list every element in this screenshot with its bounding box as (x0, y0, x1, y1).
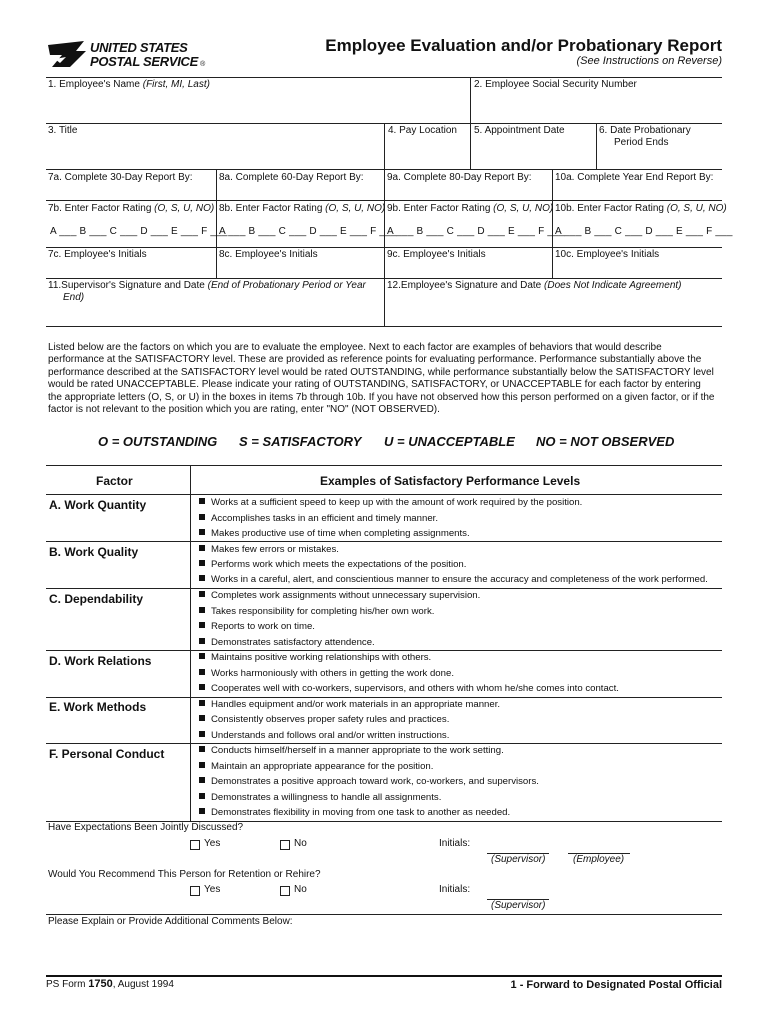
bullet-icon (199, 653, 205, 659)
list-item: Demonstrates a positive approach toward work, co-workers, and supervisors. (199, 776, 539, 788)
factor-work-methods: E. Work Methods (49, 700, 147, 714)
list-item: Makes productive use of time when completing assignments. (199, 528, 470, 540)
retention-yes-checkbox[interactable] (190, 886, 200, 896)
ssn-field[interactable]: 2. Employee Social Security Number (474, 79, 637, 90)
list-item: Takes responsibility for completing his/her own work. (199, 606, 434, 618)
list-item: Works in a careful, alert, and conscientious manner to ensure the accuracy and completeness of the work performed. (199, 574, 708, 586)
initials-9c-field[interactable]: 9c. Employee's Initials (387, 249, 486, 260)
rating-9b-input[interactable]: A ___ B ___ C ___ D ___ E ___ F ___ (387, 226, 565, 237)
instruction-line: performance at the SATISFACTORY level. These are provided as reference points for evaluating performance. Performance substantially above the (48, 354, 702, 366)
instruction-line: the appropriate letters (O, S, or U) in the boxes in items 7b through 10b. If you have not observed how this person performed on a given factor, or if the (48, 391, 715, 403)
examples-column-header: Examples of Satisfactory Performance Levels (320, 474, 581, 488)
agency-line-1: UNITED STATES (90, 40, 188, 55)
list-item: Consistently observes proper safety rules and practices. (199, 714, 449, 726)
rating-10b-label: 10b. Enter Factor Rating (O, S, U, NO) (555, 203, 727, 214)
factor-work-relations: D. Work Relations (49, 654, 152, 668)
list-item: Cooperates well with co-workers, supervisors, and others with whom he/she comes into contact. (199, 683, 619, 695)
form-subtitle: (See Instructions on Reverse) (576, 55, 722, 67)
rating-8b-label: 8b. Enter Factor Rating (O, S, U, NO) (219, 203, 386, 214)
bullet-icon (199, 575, 205, 581)
question-retention: Would You Recommend This Person for Retention or Rehire? (48, 869, 321, 880)
rating-10b-input[interactable]: A ___ B ___ C ___ D ___ E ___ F ___ (555, 226, 733, 237)
instructions-paragraph (48, 342, 722, 416)
legend-unacceptable: U = UNACCEPTABLE (384, 434, 515, 449)
list-item: Maintains positive working relationships with others. (199, 652, 431, 664)
factor-column-header: Factor (96, 474, 133, 488)
bullet-icon (199, 746, 205, 752)
bullet-icon (199, 560, 205, 566)
instruction-line: factor is not relevant to the position which you are rating, enter "NO" (NOT OBSERVED). (48, 404, 440, 416)
bullet-icon (199, 669, 205, 675)
pay-location-field[interactable]: 4. Pay Location (388, 125, 457, 136)
initials-7c-field[interactable]: 7c. Employee's Initials (48, 249, 147, 260)
employee-name-field[interactable]: 1. Employee's Name (First, MI, Last) (48, 79, 210, 90)
bullet-icon (199, 762, 205, 768)
bullet-icon (199, 529, 205, 535)
bullet-icon (199, 684, 205, 690)
factor-dependability: C. Dependability (49, 592, 144, 606)
rating-7b-input[interactable]: A ___ B ___ C ___ D ___ E ___ F ___ (50, 226, 228, 237)
instruction-line: would be rated UNACCEPTABLE. Please indicate your rating of OUTSTANDING, SATISFACTORY, or UNACCEPTABLE for each factor by entering (48, 379, 701, 391)
initials-label: Initials: (439, 884, 471, 895)
supervisor-signature-field[interactable]: 11.Supervisor's Signature and Date (End of Probationary Period or Year End) (48, 280, 366, 303)
list-item: Maintain an appropriate appearance for the position. (199, 761, 433, 773)
list-item: Accomplishes tasks in an efficient and timely manner. (199, 513, 438, 525)
eagle-icon (46, 41, 88, 69)
form-number: PS Form 1750, August 1994 (46, 978, 174, 990)
factor-personal-conduct: F. Personal Conduct (49, 747, 165, 761)
list-item: Understands and follows oral and/or written instructions. (199, 730, 449, 742)
bullet-icon (199, 793, 205, 799)
bullet-icon (199, 607, 205, 613)
rating-9b-label: 9b. Enter Factor Rating (O, S, U, NO) (387, 203, 554, 214)
bullet-icon (199, 591, 205, 597)
expectations-no-checkbox[interactable] (280, 840, 290, 850)
initials-8c-field[interactable]: 8c. Employee's Initials (219, 249, 318, 260)
comments-label: Please Explain or Provide Additional Comments Below: (48, 916, 293, 927)
list-item: Works at a sufficient speed to keep up with the amount of work required by the position. (199, 497, 582, 509)
form-title: Employee Evaluation and/or Probationary Report (325, 36, 722, 55)
probationary-end-field[interactable]: 6. Date Probationary Period Ends (599, 125, 691, 148)
retention-no-label: No (294, 884, 307, 895)
report-year-end-field[interactable]: 10a. Complete Year End Report By: (555, 172, 714, 183)
copy-distribution-note: 1 - Forward to Designated Postal Official (510, 979, 722, 991)
initials-10c-field[interactable]: 10c. Employee's Initials (555, 249, 660, 260)
list-item: Conducts himself/herself in a manner appropriate to the work setting. (199, 745, 504, 757)
retention-yes-label: Yes (204, 884, 221, 895)
bullet-icon (199, 808, 205, 814)
list-item: Makes few errors or mistakes. (199, 544, 339, 556)
bullet-icon (199, 700, 205, 706)
initials-label: Initials: (439, 838, 471, 849)
supervisor-caption: (Supervisor) (491, 854, 546, 865)
comments-area[interactable] (46, 930, 722, 974)
bullet-icon (199, 545, 205, 551)
list-item: Works harmoniously with others in getting the work done. (199, 668, 454, 680)
factor-work-quantity: A. Work Quantity (49, 498, 147, 512)
legend-not-observed: NO = NOT OBSERVED (536, 434, 675, 449)
legend-outstanding: O = OUTSTANDING (98, 434, 218, 449)
bullet-icon (199, 777, 205, 783)
list-item: Performs work which meets the expectations of the position. (199, 559, 466, 571)
report-80-day-field[interactable]: 9a. Complete 80-Day Report By: (387, 172, 532, 183)
bullet-icon (199, 731, 205, 737)
legend-satisfactory: S = SATISFACTORY (239, 434, 362, 449)
rating-8b-input[interactable]: A ___ B ___ C ___ D ___ E ___ F ___ (219, 226, 397, 237)
appointment-date-field[interactable]: 5. Appointment Date (474, 125, 565, 136)
expectations-yes-label: Yes (204, 838, 221, 849)
list-item: Demonstrates satisfactory attendence. (199, 637, 375, 649)
list-item: Completes work assignments without unnecessary supervision. (199, 590, 480, 602)
report-60-day-field[interactable]: 8a. Complete 60-Day Report By: (219, 172, 364, 183)
rating-7b-label: 7b. Enter Factor Rating (O, S, U, NO) (48, 203, 215, 214)
agency-line-2: POSTAL SERVICE ® (90, 54, 205, 69)
bullet-icon (199, 715, 205, 721)
expectations-no-label: No (294, 838, 307, 849)
employee-signature-field[interactable]: 12.Employee's Signature and Date (Does Not Indicate Agreement) (387, 280, 682, 291)
bullet-icon (199, 622, 205, 628)
list-item: Demonstrates flexibility in moving from one task to another as needed. (199, 807, 510, 819)
list-item: Reports to work on time. (199, 621, 315, 633)
usps-logo (46, 40, 205, 70)
supervisor-caption: (Supervisor) (491, 900, 546, 911)
instruction-line: performance described at the SATISFACTORY level would be rated OUTSTANDING, while performance substantially below the SATISFACTORY level (48, 366, 714, 378)
report-30-day-field[interactable]: 7a. Complete 30-Day Report By: (48, 172, 193, 183)
instruction-line: Listed below are the factors on which you are to evaluate the employee. Next to each factor are examples of behaviors that would describe (48, 342, 662, 353)
bullet-icon (199, 638, 205, 644)
bullet-icon (199, 498, 205, 504)
expectations-yes-checkbox[interactable] (190, 840, 200, 850)
bullet-icon (199, 514, 205, 520)
list-item: Handles equipment and/or work materials in an appropriate manner. (199, 699, 500, 711)
factor-work-quality: B. Work Quality (49, 545, 139, 559)
question-expectations: Have Expectations Been Jointly Discussed? (48, 822, 244, 833)
title-field[interactable]: 3. Title (48, 125, 78, 136)
list-item: Demonstrates a willingness to handle all assignments. (199, 792, 441, 804)
retention-no-checkbox[interactable] (280, 886, 290, 896)
employee-caption: (Employee) (573, 854, 625, 865)
